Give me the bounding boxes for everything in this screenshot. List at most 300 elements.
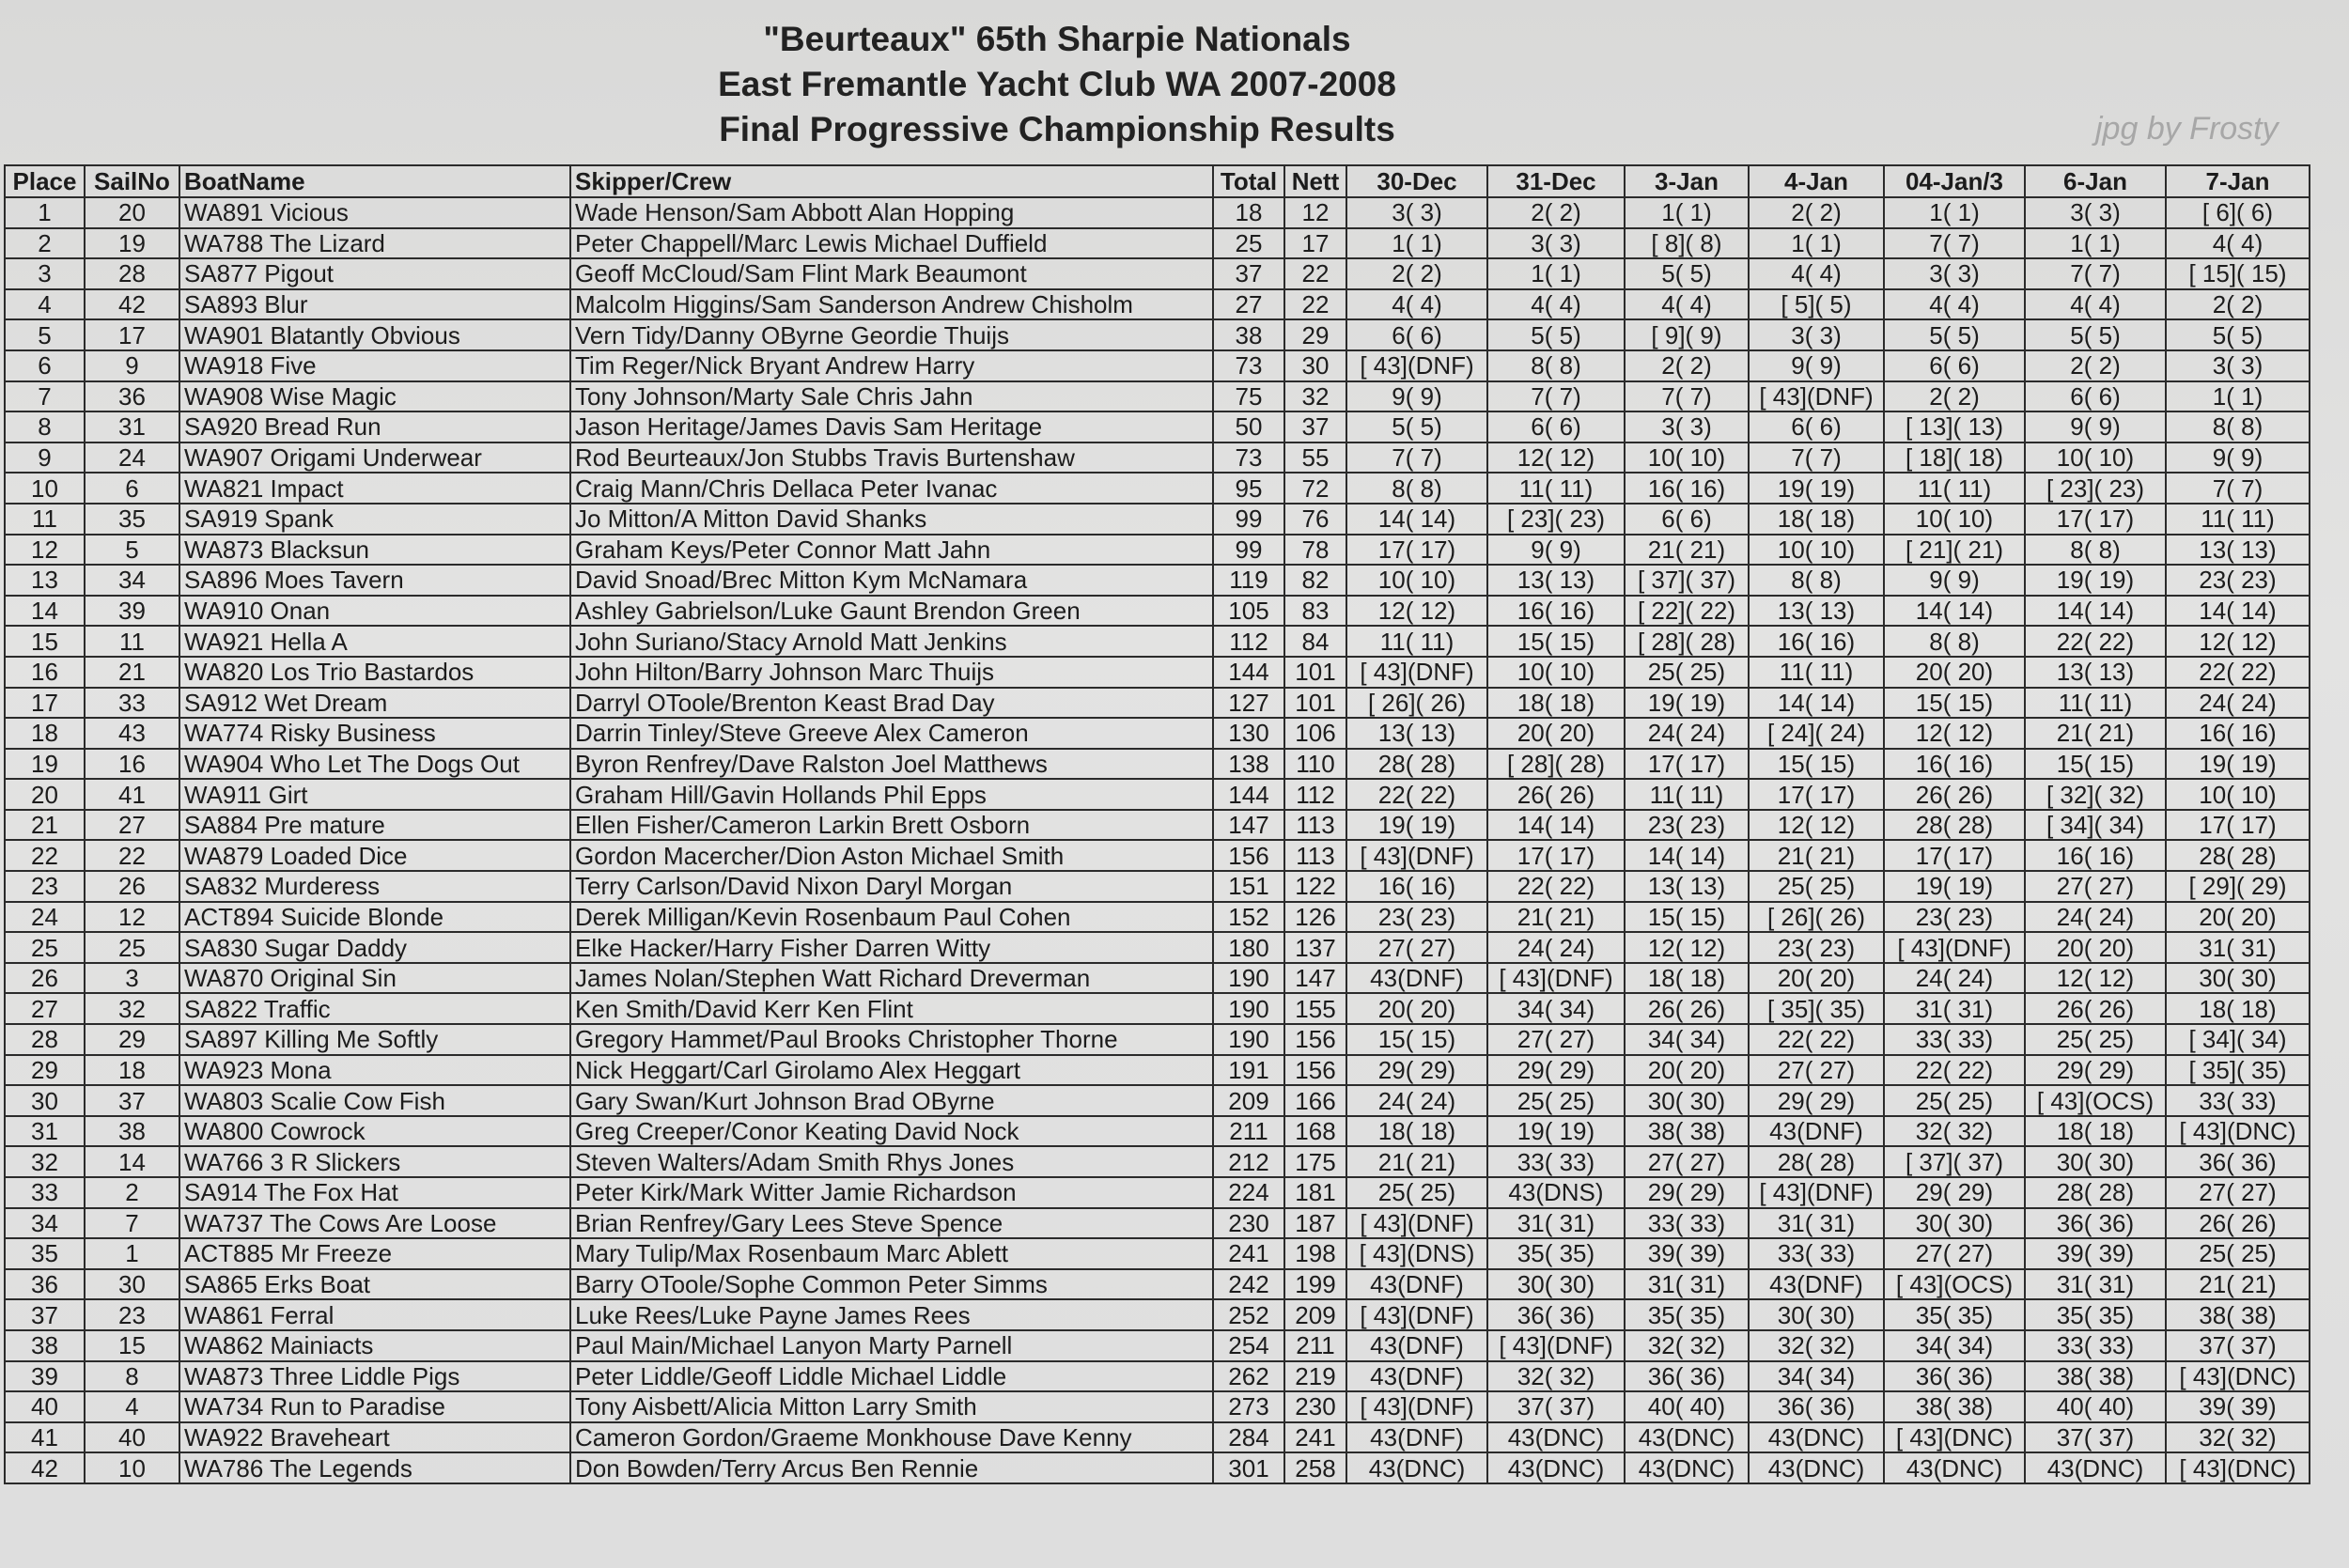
table-row [5,1024,2310,1055]
cell-race-30-dec: 25( 25) [1346,1177,1487,1208]
cell-skipper-crew: Ellen Fisher/Cameron Larkin Brett Osborn [570,810,1213,841]
cell-race-31-dec: 3( 3) [1487,228,1625,259]
cell-boat-name: WA904 Who Let The Dogs Out [179,749,570,780]
cell-skipper-crew: Peter Liddle/Geoff Liddle Michael Liddle [570,1361,1213,1392]
cell-race-31-dec: [ 23]( 23) [1487,504,1625,535]
cell-race-4-jan: 20( 20) [1749,963,1884,994]
cell-race-7-jan: 28( 28) [2166,840,2310,871]
cell-race-3-jan: 17( 17) [1625,749,1749,780]
cell-race-4-jan: 28( 28) [1749,1146,1884,1177]
cell-race-7-jan: 32( 32) [2166,1422,2310,1453]
cell-race-6-jan: 5( 5) [2025,319,2166,350]
cell-race-7-jan: 10( 10) [2166,779,2310,810]
column-header-nett: Nett [1284,165,1346,197]
cell-race-04-jan-3: 31( 31) [1884,993,2025,1024]
cell-skipper-crew: David Snoad/Brec Mitton Kym McNamara [570,565,1213,596]
cell-race-4-jan: 32( 32) [1749,1330,1884,1361]
cell-total: 138 [1213,749,1284,780]
cell-skipper-crew: Tony Aisbett/Alicia Mitton Larry Smith [570,1391,1213,1422]
cell-race-3-jan: 3( 3) [1625,411,1749,442]
cell-boat-name: SA884 Pre mature [179,810,570,841]
cell-race-3-jan: 23( 23) [1625,810,1749,841]
cell-total: 301 [1213,1452,1284,1483]
cell-sail-no: 4 [85,1391,179,1422]
cell-race-31-dec: 24( 24) [1487,932,1625,963]
cell-place: 5 [5,319,85,350]
cell-race-6-jan: 9( 9) [2025,411,2166,442]
cell-race-30-dec: [ 43](DNF) [1346,1299,1487,1330]
table-row [5,1177,2310,1208]
cell-place: 41 [5,1422,85,1453]
cell-boat-name: WA879 Loaded Dice [179,840,570,871]
cell-race-7-jan: 8( 8) [2166,411,2310,442]
cell-race-4-jan: 15( 15) [1749,749,1884,780]
cell-sail-no: 33 [85,688,179,719]
cell-total: 152 [1213,902,1284,933]
cell-race-4-jan: [ 43](DNF) [1749,381,1884,412]
cell-race-7-jan: 27( 27) [2166,1177,2310,1208]
cell-place: 35 [5,1238,85,1269]
cell-race-30-dec: 6( 6) [1346,319,1487,350]
cell-race-4-jan: 22( 22) [1749,1024,1884,1055]
cell-skipper-crew: Cameron Gordon/Graeme Monkhouse Dave Kenny [570,1422,1213,1453]
cell-race-3-jan: 26( 26) [1625,993,1749,1024]
cell-race-7-jan: 12( 12) [2166,626,2310,657]
cell-nett: 76 [1284,504,1346,535]
cell-race-7-jan: 7( 7) [2166,473,2310,504]
cell-race-31-dec: [ 43](DNF) [1487,963,1625,994]
cell-boat-name: WA921 Hella A [179,626,570,657]
cell-sail-no: 29 [85,1024,179,1055]
cell-boat-name: WA821 Impact [179,473,570,504]
cell-race-6-jan: 28( 28) [2025,1177,2166,1208]
table-row [5,319,2310,350]
cell-skipper-crew: Brian Renfrey/Gary Lees Steve Spence [570,1208,1213,1239]
cell-total: 105 [1213,596,1284,627]
cell-race-04-jan-3: 12( 12) [1884,718,2025,749]
table-row [5,871,2310,902]
cell-boat-name: WA922 Braveheart [179,1422,570,1453]
cell-race-31-dec: 43(DNS) [1487,1177,1625,1208]
cell-race-7-jan: 23( 23) [2166,565,2310,596]
table-row [5,1055,2310,1086]
cell-boat-name: WA923 Mona [179,1055,570,1086]
cell-race-6-jan: 18( 18) [2025,1116,2166,1147]
cell-race-6-jan: 40( 40) [2025,1391,2166,1422]
cell-skipper-crew: John Hilton/Barry Johnson Marc Thuijs [570,657,1213,688]
cell-race-30-dec: [ 43](DNF) [1346,350,1487,381]
cell-race-04-jan-3: 32( 32) [1884,1116,2025,1147]
cell-place: 4 [5,289,85,320]
cell-race-31-dec: 7( 7) [1487,381,1625,412]
cell-boat-name: WA910 Onan [179,596,570,627]
cell-race-6-jan: 36( 36) [2025,1208,2166,1239]
cell-sail-no: 43 [85,718,179,749]
cell-race-04-jan-3: 27( 27) [1884,1238,2025,1269]
cell-race-3-jan: 5( 5) [1625,258,1749,289]
cell-race-30-dec: 18( 18) [1346,1116,1487,1147]
cell-race-7-jan: [ 43](DNC) [2166,1452,2310,1483]
cell-race-30-dec: [ 43](DNF) [1346,657,1487,688]
cell-race-4-jan: 9( 9) [1749,350,1884,381]
cell-race-3-jan: 13( 13) [1625,871,1749,902]
cell-nett: 22 [1284,289,1346,320]
cell-race-4-jan: 6( 6) [1749,411,1884,442]
cell-race-4-jan: 12( 12) [1749,810,1884,841]
cell-race-31-dec: 14( 14) [1487,810,1625,841]
cell-skipper-crew: Terry Carlson/David Nixon Daryl Morgan [570,871,1213,902]
cell-race-31-dec: 32( 32) [1487,1361,1625,1392]
cell-sail-no: 5 [85,535,179,566]
cell-race-04-jan-3: 29( 29) [1884,1177,2025,1208]
cell-skipper-crew: Gary Swan/Kurt Johnson Brad OByrne [570,1085,1213,1116]
cell-boat-name: WA891 Vicious [179,197,570,228]
cell-race-7-jan: [ 29]( 29) [2166,871,2310,902]
cell-race-3-jan: [ 8]( 8) [1625,228,1749,259]
cell-race-04-jan-3: 28( 28) [1884,810,2025,841]
cell-total: 38 [1213,319,1284,350]
cell-race-30-dec: [ 43](DNS) [1346,1238,1487,1269]
cell-race-04-jan-3: 10( 10) [1884,504,2025,535]
cell-race-7-jan: 21( 21) [2166,1269,2310,1300]
cell-place: 17 [5,688,85,719]
cell-nett: 12 [1284,197,1346,228]
cell-race-3-jan: 40( 40) [1625,1391,1749,1422]
cell-race-6-jan: 1( 1) [2025,228,2166,259]
cell-race-7-jan: 1( 1) [2166,381,2310,412]
title-line-3: Final Progressive Championship Results [719,110,1395,148]
cell-nett: 101 [1284,657,1346,688]
cell-total: 130 [1213,718,1284,749]
table-row [5,749,2310,780]
cell-race-30-dec: 17( 17) [1346,535,1487,566]
cell-sail-no: 31 [85,411,179,442]
column-header-place: Place [5,165,85,197]
cell-race-7-jan: 5( 5) [2166,319,2310,350]
table-row [5,1361,2310,1392]
cell-total: 144 [1213,779,1284,810]
cell-race-7-jan: 25( 25) [2166,1238,2310,1269]
cell-total: 27 [1213,289,1284,320]
cell-sail-no: 27 [85,810,179,841]
cell-race-04-jan-3: 36( 36) [1884,1361,2025,1392]
cell-total: 211 [1213,1116,1284,1147]
cell-race-6-jan: 22( 22) [2025,626,2166,657]
column-header-sail-no: SailNo [85,165,179,197]
cell-race-31-dec: 26( 26) [1487,779,1625,810]
cell-race-6-jan: 17( 17) [2025,504,2166,535]
cell-place: 10 [5,473,85,504]
cell-race-6-jan: 4( 4) [2025,289,2166,320]
cell-place: 25 [5,932,85,963]
cell-total: 212 [1213,1146,1284,1177]
table-row [5,381,2310,412]
cell-boat-name: SA919 Spank [179,504,570,535]
cell-total: 230 [1213,1208,1284,1239]
table-row [5,626,2310,657]
cell-sail-no: 18 [85,1055,179,1086]
cell-skipper-crew: Ken Smith/David Kerr Ken Flint [570,993,1213,1024]
cell-race-31-dec: 20( 20) [1487,718,1625,749]
table-row [5,228,2310,259]
cell-race-7-jan: 9( 9) [2166,442,2310,474]
cell-race-04-jan-3: 35( 35) [1884,1299,2025,1330]
cell-race-04-jan-3: 33( 33) [1884,1024,2025,1055]
cell-place: 13 [5,565,85,596]
cell-skipper-crew: Peter Chappell/Marc Lewis Michael Duffield [570,228,1213,259]
cell-total: 144 [1213,657,1284,688]
title-block [0,17,2349,152]
cell-race-7-jan: 22( 22) [2166,657,2310,688]
cell-total: 241 [1213,1238,1284,1269]
cell-total: 37 [1213,258,1284,289]
cell-race-30-dec: 7( 7) [1346,442,1487,474]
cell-total: 190 [1213,963,1284,994]
cell-place: 22 [5,840,85,871]
cell-boat-name: WA766 3 R Slickers [179,1146,570,1177]
cell-race-04-jan-3: 25( 25) [1884,1085,2025,1116]
table-row [5,932,2310,963]
cell-race-4-jan: [ 26]( 26) [1749,902,1884,933]
cell-race-4-jan: 23( 23) [1749,932,1884,963]
cell-race-31-dec: 37( 37) [1487,1391,1625,1422]
column-header-boat-name: BoatName [179,165,570,197]
cell-race-04-jan-3: 43(DNC) [1884,1452,2025,1483]
cell-skipper-crew: Rod Beurteaux/Jon Stubbs Travis Burtenshaw [570,442,1213,474]
title-line-1: "Beurteaux" 65th Sharpie Nationals [763,20,1351,58]
cell-boat-name: WA908 Wise Magic [179,381,570,412]
cell-boat-name: ACT885 Mr Freeze [179,1238,570,1269]
cell-skipper-crew: Don Bowden/Terry Arcus Ben Rennie [570,1452,1213,1483]
cell-nett: 78 [1284,535,1346,566]
cell-race-4-jan: 29( 29) [1749,1085,1884,1116]
cell-race-4-jan: [ 35]( 35) [1749,993,1884,1024]
cell-race-6-jan: 35( 35) [2025,1299,2166,1330]
cell-total: 254 [1213,1330,1284,1361]
cell-sail-no: 17 [85,319,179,350]
cell-sail-no: 25 [85,932,179,963]
cell-nett: 55 [1284,442,1346,474]
cell-race-3-jan: 7( 7) [1625,381,1749,412]
cell-nett: 219 [1284,1361,1346,1392]
cell-skipper-crew: Ashley Gabrielson/Luke Gaunt Brendon Green [570,596,1213,627]
cell-race-7-jan: 24( 24) [2166,688,2310,719]
cell-race-30-dec: 27( 27) [1346,932,1487,963]
cell-sail-no: 6 [85,473,179,504]
cell-skipper-crew: Darrin Tinley/Steve Greeve Alex Cameron [570,718,1213,749]
cell-race-31-dec: 25( 25) [1487,1085,1625,1116]
cell-race-4-jan: 7( 7) [1749,442,1884,474]
cell-race-7-jan: 4( 4) [2166,228,2310,259]
cell-race-04-jan-3: 14( 14) [1884,596,2025,627]
column-header-race-04-jan-3: 04-Jan/3 [1884,165,2025,197]
cell-nett: 241 [1284,1422,1346,1453]
cell-race-30-dec: 8( 8) [1346,473,1487,504]
cell-skipper-crew: Geoff McCloud/Sam Flint Mark Beaumont [570,258,1213,289]
cell-sail-no: 23 [85,1299,179,1330]
cell-race-30-dec: 23( 23) [1346,902,1487,933]
cell-race-4-jan: 8( 8) [1749,565,1884,596]
table-row [5,1269,2310,1300]
cell-nett: 156 [1284,1024,1346,1055]
cell-skipper-crew: Gregory Hammet/Paul Brooks Christopher Thorne [570,1024,1213,1055]
cell-race-7-jan: 17( 17) [2166,810,2310,841]
cell-nett: 106 [1284,718,1346,749]
cell-race-30-dec: 29( 29) [1346,1055,1487,1086]
cell-race-6-jan: 33( 33) [2025,1330,2166,1361]
table-row [5,1391,2310,1422]
cell-race-6-jan: 13( 13) [2025,657,2166,688]
cell-race-04-jan-3: 15( 15) [1884,688,2025,719]
cell-boat-name: SA912 Wet Dream [179,688,570,719]
cell-race-3-jan: [ 28]( 28) [1625,626,1749,657]
cell-sail-no: 40 [85,1422,179,1453]
cell-sail-no: 7 [85,1208,179,1239]
table-row [5,1238,2310,1269]
table-row [5,504,2310,535]
cell-race-31-dec: [ 43](DNF) [1487,1330,1625,1361]
cell-total: 75 [1213,381,1284,412]
cell-boat-name: SA822 Traffic [179,993,570,1024]
cell-place: 26 [5,963,85,994]
table-header-row [5,165,2310,197]
cell-place: 16 [5,657,85,688]
cell-nett: 110 [1284,749,1346,780]
cell-race-04-jan-3: 1( 1) [1884,197,2025,228]
cell-boat-name: WA786 The Legends [179,1452,570,1483]
cell-race-3-jan: 6( 6) [1625,504,1749,535]
cell-race-6-jan: 16( 16) [2025,840,2166,871]
cell-nett: 230 [1284,1391,1346,1422]
cell-total: 99 [1213,504,1284,535]
cell-race-31-dec: 21( 21) [1487,902,1625,933]
cell-skipper-crew: Darryl OToole/Brenton Keast Brad Day [570,688,1213,719]
cell-nett: 32 [1284,381,1346,412]
cell-boat-name: WA862 Mainiacts [179,1330,570,1361]
cell-place: 23 [5,871,85,902]
cell-skipper-crew: John Suriano/Stacy Arnold Matt Jenkins [570,626,1213,657]
cell-race-3-jan: 2( 2) [1625,350,1749,381]
cell-race-3-jan: 31( 31) [1625,1269,1749,1300]
cell-boat-name: SA832 Murderess [179,871,570,902]
cell-total: 112 [1213,626,1284,657]
cell-place: 3 [5,258,85,289]
cell-race-31-dec: 15( 15) [1487,626,1625,657]
table-row [5,535,2310,566]
column-header-race-3-jan: 3-Jan [1625,165,1749,197]
cell-race-3-jan: 27( 27) [1625,1146,1749,1177]
cell-race-31-dec: 11( 11) [1487,473,1625,504]
cell-race-30-dec: 14( 14) [1346,504,1487,535]
cell-sail-no: 22 [85,840,179,871]
cell-race-30-dec: 4( 4) [1346,289,1487,320]
cell-nett: 168 [1284,1116,1346,1147]
cell-skipper-crew: Vern Tidy/Danny OByrne Geordie Thuijs [570,319,1213,350]
cell-race-3-jan: 29( 29) [1625,1177,1749,1208]
cell-race-30-dec: 43(DNF) [1346,1330,1487,1361]
table-row [5,289,2310,320]
cell-skipper-crew: Craig Mann/Chris Dellaca Peter Ivanac [570,473,1213,504]
cell-race-04-jan-3: 2( 2) [1884,381,2025,412]
cell-sail-no: 9 [85,350,179,381]
cell-race-04-jan-3: [ 21]( 21) [1884,535,2025,566]
cell-race-6-jan: 19( 19) [2025,565,2166,596]
cell-race-7-jan: 3( 3) [2166,350,2310,381]
cell-race-31-dec: 9( 9) [1487,535,1625,566]
cell-place: 36 [5,1269,85,1300]
cell-total: 50 [1213,411,1284,442]
cell-nett: 30 [1284,350,1346,381]
cell-sail-no: 2 [85,1177,179,1208]
cell-sail-no: 8 [85,1361,179,1392]
cell-race-04-jan-3: 9( 9) [1884,565,2025,596]
cell-race-3-jan: 20( 20) [1625,1055,1749,1086]
cell-race-04-jan-3: 16( 16) [1884,749,2025,780]
table-row [5,473,2310,504]
cell-sail-no: 20 [85,197,179,228]
cell-total: 156 [1213,840,1284,871]
cell-boat-name: WA803 Scalie Cow Fish [179,1085,570,1116]
cell-race-4-jan: 10( 10) [1749,535,1884,566]
cell-race-6-jan: 8( 8) [2025,535,2166,566]
cell-total: 284 [1213,1422,1284,1453]
cell-race-3-jan: 34( 34) [1625,1024,1749,1055]
cell-race-7-jan: 36( 36) [2166,1146,2310,1177]
table-row [5,411,2310,442]
cell-race-4-jan: 2( 2) [1749,197,1884,228]
cell-race-04-jan-3: 7( 7) [1884,228,2025,259]
cell-nett: 101 [1284,688,1346,719]
cell-boat-name: SA896 Moes Tavern [179,565,570,596]
cell-sail-no: 21 [85,657,179,688]
cell-race-04-jan-3: [ 18]( 18) [1884,442,2025,474]
cell-total: 73 [1213,442,1284,474]
cell-place: 32 [5,1146,85,1177]
cell-race-30-dec: 1( 1) [1346,228,1487,259]
cell-race-7-jan: [ 43](DNC) [2166,1361,2310,1392]
cell-race-4-jan: 16( 16) [1749,626,1884,657]
cell-race-3-jan: 1( 1) [1625,197,1749,228]
cell-race-6-jan: [ 32]( 32) [2025,779,2166,810]
cell-race-6-jan: 31( 31) [2025,1269,2166,1300]
cell-total: 25 [1213,228,1284,259]
cell-race-04-jan-3: 24( 24) [1884,963,2025,994]
cell-race-04-jan-3: 34( 34) [1884,1330,2025,1361]
cell-race-31-dec: 22( 22) [1487,871,1625,902]
cell-race-30-dec: 3( 3) [1346,197,1487,228]
table-row [5,688,2310,719]
cell-sail-no: 36 [85,381,179,412]
cell-nett: 22 [1284,258,1346,289]
cell-race-6-jan: 12( 12) [2025,963,2166,994]
cell-race-30-dec: 28( 28) [1346,749,1487,780]
cell-place: 34 [5,1208,85,1239]
cell-race-3-jan: 21( 21) [1625,535,1749,566]
cell-race-04-jan-3: 23( 23) [1884,902,2025,933]
cell-race-04-jan-3: 38( 38) [1884,1391,2025,1422]
cell-nett: 113 [1284,810,1346,841]
cell-race-31-dec: [ 28]( 28) [1487,749,1625,780]
cell-boat-name: WA788 The Lizard [179,228,570,259]
cell-race-6-jan: 3( 3) [2025,197,2166,228]
cell-total: 224 [1213,1177,1284,1208]
cell-race-31-dec: 12( 12) [1487,442,1625,474]
cell-boat-name: WA737 The Cows Are Loose [179,1208,570,1239]
cell-place: 28 [5,1024,85,1055]
cell-sail-no: 15 [85,1330,179,1361]
cell-race-4-jan: 30( 30) [1749,1299,1884,1330]
table-row [5,1116,2310,1147]
